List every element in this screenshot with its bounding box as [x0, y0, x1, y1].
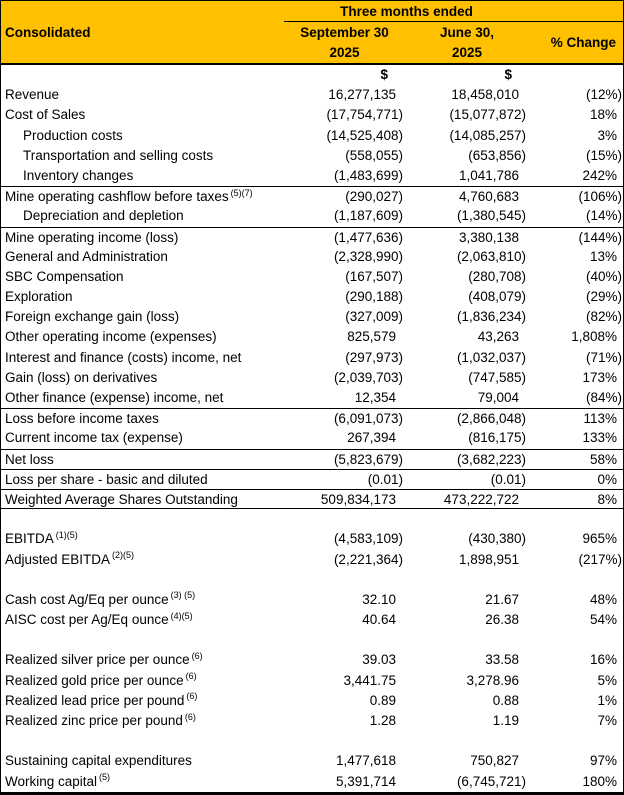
pct-change-value	[529, 509, 623, 529]
pct-change-value: (15%)	[585, 147, 622, 163]
table-row	[1, 428, 623, 448]
pct-change-value: 0%	[597, 471, 617, 487]
pct-change-value	[529, 731, 623, 751]
value-september: (290,027)	[345, 189, 403, 205]
pct-change-value: 180%	[582, 773, 617, 789]
value-september: 39.03	[362, 652, 396, 668]
currency-row-pct-spacer	[529, 65, 623, 85]
footnote-marker: (2)(5)	[112, 550, 135, 560]
row-label: Realized zinc price per pound $^{(6)}$	[5, 711, 196, 728]
table-row	[1, 186, 623, 206]
pct-change-value: 242%	[582, 167, 617, 183]
value-september: (2,039,703)	[333, 369, 403, 385]
row-label: Adjusted EBITDA $^{(2)(5)}$	[5, 550, 135, 567]
pct-change-value: 173%	[582, 369, 617, 385]
value-june: 1,898,951	[458, 551, 519, 567]
pct-change-value: 13%	[589, 248, 617, 264]
row-label: Foreign exchange gain (loss)	[5, 309, 180, 325]
value-september: (6,091,073)	[333, 411, 403, 427]
table-row	[1, 146, 623, 166]
row-label: Mine operating income (loss)	[5, 229, 179, 245]
row-label: Cost of Sales	[5, 107, 86, 123]
table-row	[1, 711, 623, 731]
row-label: Inventory changes	[23, 167, 134, 183]
row-label: Realized lead price per pound $^{(6)}$	[5, 691, 198, 708]
table-row	[1, 751, 623, 771]
value-june: (1,836,234)	[456, 309, 526, 325]
value-june: 18,458,010	[451, 87, 519, 103]
value-june: (3,682,223)	[456, 451, 526, 467]
row-label: Exploration	[5, 289, 73, 305]
pct-change-value: (106%)	[578, 189, 622, 205]
period-group-header: Three months ended	[284, 1, 529, 22]
table-row	[1, 529, 623, 549]
table-row	[1, 691, 623, 711]
pct-change-value: 1,808%	[571, 329, 617, 345]
column-header-september-line2: 2025	[329, 45, 360, 60]
value-june: 0.88	[492, 692, 519, 708]
table-body	[1, 85, 623, 792]
pct-change-value: 48%	[589, 591, 617, 607]
value-june: (15,077,872)	[449, 107, 526, 123]
value-september	[284, 509, 405, 529]
row-label: Working capital $^{(5)}$	[5, 772, 111, 789]
value-september: (290,188)	[345, 289, 403, 305]
row-label	[1, 630, 284, 650]
column-header-june-line2: 2025	[451, 45, 483, 60]
table-row	[1, 348, 623, 368]
value-september: (327,009)	[345, 309, 403, 325]
table-row	[1, 267, 623, 287]
value-june: 26.38	[485, 612, 519, 628]
value-september: (167,507)	[345, 268, 403, 284]
footnote-marker: (6)	[186, 691, 198, 702]
pct-change-value: 58%	[589, 451, 617, 467]
row-label: Cash cost Ag/Eq per ounce $^{(3) (5)}$	[5, 590, 196, 607]
value-june: (280,708)	[468, 268, 526, 284]
value-september: 1,477,618	[335, 753, 396, 769]
value-september: (5,823,679)	[333, 451, 403, 467]
row-label	[1, 731, 284, 751]
row-label: Loss before income taxes	[5, 411, 159, 427]
value-june: (1,380,545)	[456, 208, 526, 224]
row-label: Mine operating cashflow before taxes $^{(5)(7)}$	[5, 187, 253, 205]
spacer-row	[1, 731, 623, 751]
row-label: Realized gold price per ounce $^{(6)}$	[5, 671, 197, 688]
pct-change-value	[529, 570, 623, 590]
period-group-header-underline-extension	[529, 1, 623, 22]
footnote-marker: (5)	[99, 772, 111, 783]
value-september	[284, 570, 405, 590]
spacer-row	[1, 570, 623, 590]
value-june: (1,032,037)	[456, 349, 526, 365]
footnote-marker: (6)	[185, 671, 197, 682]
row-label: EBITDA $^{(1)(5)}$	[5, 529, 78, 547]
table-row	[1, 671, 623, 691]
column-header-september	[284, 22, 405, 63]
row-label: Net loss	[5, 451, 54, 467]
column-header-june	[405, 22, 529, 63]
value-september: 3,441.75	[343, 672, 396, 688]
value-september: (4,583,109)	[333, 531, 403, 547]
table-row	[1, 327, 623, 347]
pct-change-value: 54%	[589, 612, 617, 628]
pct-change-value: (14%)	[585, 208, 622, 224]
pct-change-value: (29%)	[585, 289, 622, 305]
row-label: Current income tax (expense)	[5, 430, 183, 446]
value-june: 3,278.96	[466, 672, 519, 688]
value-june: 1,041,786	[458, 167, 519, 183]
table-row	[1, 227, 623, 247]
table-row	[1, 85, 623, 105]
consolidated-label: Consolidated	[5, 24, 91, 40]
row-label: Depreciation and depletion	[23, 208, 184, 224]
value-september: 1.28	[369, 713, 396, 728]
column-header-pct-change: % Change	[550, 35, 616, 50]
table-row	[1, 408, 623, 428]
row-label: Revenue	[5, 87, 60, 103]
value-september: (558,055)	[345, 147, 403, 163]
value-june: 1.19	[492, 713, 519, 728]
footnote-marker: (6)	[184, 711, 196, 722]
value-september: (1,477,636)	[333, 229, 403, 245]
value-june: (816,175)	[468, 430, 526, 446]
pct-change-value: (84%)	[585, 390, 622, 405]
table-row	[1, 772, 623, 792]
value-june: (2,866,048)	[456, 411, 526, 427]
row-label: Production costs	[23, 127, 123, 143]
spacer-row	[1, 509, 623, 529]
row-label: SBC Compensation	[5, 268, 124, 284]
pct-change-value: (40%)	[585, 268, 622, 284]
table-row	[1, 206, 623, 226]
pct-change-value: 133%	[582, 430, 617, 446]
value-september: 16,277,135	[328, 87, 396, 103]
value-june	[405, 509, 529, 529]
currency-symbol-june: $	[504, 67, 512, 82]
value-june: 21.67	[485, 591, 519, 607]
column-header-june-line1: June 30,	[439, 25, 495, 40]
value-june: 43,263	[477, 329, 519, 345]
currency-row-spacer	[1, 65, 284, 85]
row-label	[1, 570, 284, 590]
row-label: Transportation and selling costs	[23, 147, 214, 163]
value-september: 0.89	[369, 692, 396, 708]
table-row	[1, 105, 623, 125]
pct-change-value: 16%	[589, 652, 617, 668]
value-september: 32.10	[362, 591, 396, 607]
spacer-row	[1, 630, 623, 650]
table-row	[1, 368, 623, 388]
value-september: (2,221,364)	[333, 551, 403, 567]
footnote-marker: (1)(5)	[55, 529, 78, 540]
pct-change-value: (217%)	[578, 551, 622, 567]
row-label: Other operating income (expenses)	[5, 329, 217, 345]
footnote-marker: (6)	[191, 650, 203, 661]
pct-change-value: 7%	[597, 713, 617, 728]
row-label: Loss per share - basic and diluted	[5, 471, 208, 487]
row-label: Interest and finance (costs) income, net	[5, 349, 242, 365]
row-label: General and Administration	[5, 248, 168, 264]
pct-change-value: 18%	[589, 107, 617, 123]
value-june: (747,585)	[468, 369, 526, 385]
table-row	[1, 307, 623, 327]
footnote-marker: (3) (5)	[170, 590, 196, 601]
value-september: (0.01)	[367, 471, 403, 487]
value-june: (2,063,810)	[456, 248, 526, 264]
value-june: 33.58	[485, 652, 519, 668]
value-june: (6,745,721)	[456, 773, 526, 789]
row-label: Sustaining capital expenditures	[5, 753, 192, 769]
table-row	[1, 166, 623, 186]
row-label: Gain (loss) on derivatives	[5, 369, 158, 385]
pct-change-value: 3%	[597, 127, 617, 143]
value-september: 5,391,714	[335, 773, 396, 789]
value-september: 825,579	[347, 329, 396, 345]
value-september: (17,754,771)	[326, 107, 403, 123]
table-row	[1, 650, 623, 670]
table-row	[1, 247, 623, 267]
value-september: 267,394	[347, 430, 396, 446]
value-september: 40.64	[362, 612, 396, 628]
footnote-marker: (5)(7)	[230, 187, 253, 198]
table-row	[1, 610, 623, 630]
currency-symbol-september: $	[380, 67, 388, 82]
value-september: (14,525,408)	[326, 127, 403, 143]
row-label: Other finance (expense) income, net	[5, 390, 224, 405]
pct-change-value: 1%	[597, 692, 617, 708]
table-row	[1, 126, 623, 146]
value-june: 750,827	[470, 753, 519, 769]
table-row	[1, 590, 623, 610]
pct-change-value	[529, 630, 623, 650]
pct-change-value: (12%)	[585, 87, 622, 103]
pct-change-value: 8%	[597, 491, 617, 507]
table-header	[1, 1, 623, 65]
table-row	[1, 449, 623, 469]
column-header-september-line1: September 30	[300, 25, 389, 40]
value-september: (1,187,609)	[333, 208, 403, 224]
value-september: (1,483,699)	[333, 167, 403, 183]
value-june: (430,380)	[468, 531, 526, 547]
value-june: (0.01)	[490, 471, 526, 487]
value-june	[405, 630, 529, 650]
value-june: 473,222,722	[443, 491, 519, 507]
pct-change-value: (144%)	[578, 229, 622, 245]
footnote-marker: (4)(5)	[170, 610, 193, 621]
table-row	[1, 469, 623, 489]
pct-change-value: 113%	[583, 411, 617, 427]
value-june: (14,085,257)	[449, 127, 526, 143]
value-september: 509,834,173	[320, 491, 396, 507]
value-june: 79,004	[477, 390, 519, 405]
row-label: AISC cost per Ag/Eq ounce $^{(4)(5)}$	[5, 610, 193, 628]
value-september: 12,354	[354, 390, 396, 405]
table-row	[1, 489, 623, 509]
value-june: (408,079)	[468, 289, 526, 305]
pct-change-value: (71%)	[585, 349, 622, 365]
table-row	[1, 388, 623, 408]
row-label: Weighted Average Shares Outstanding	[5, 491, 238, 507]
pct-change-value: 965%	[582, 531, 617, 547]
row-label: Realized silver price per ounce $^{(6)}$	[5, 650, 203, 668]
pct-change-value: 97%	[589, 753, 617, 769]
value-september: (2,328,990)	[333, 248, 403, 264]
value-june: 4,760,683	[458, 189, 519, 205]
value-september	[284, 731, 405, 751]
table-row	[1, 287, 623, 307]
table-row	[1, 550, 623, 570]
currency-row	[1, 65, 623, 85]
value-june	[405, 570, 529, 590]
row-label	[1, 509, 284, 529]
pct-change-value: (82%)	[585, 309, 622, 325]
value-june: (653,856)	[468, 147, 526, 163]
value-september	[284, 630, 405, 650]
value-september: (297,973)	[345, 349, 403, 365]
value-june: 3,380,138	[458, 229, 519, 245]
pct-change-value: 5%	[597, 672, 617, 688]
value-june	[405, 731, 529, 751]
